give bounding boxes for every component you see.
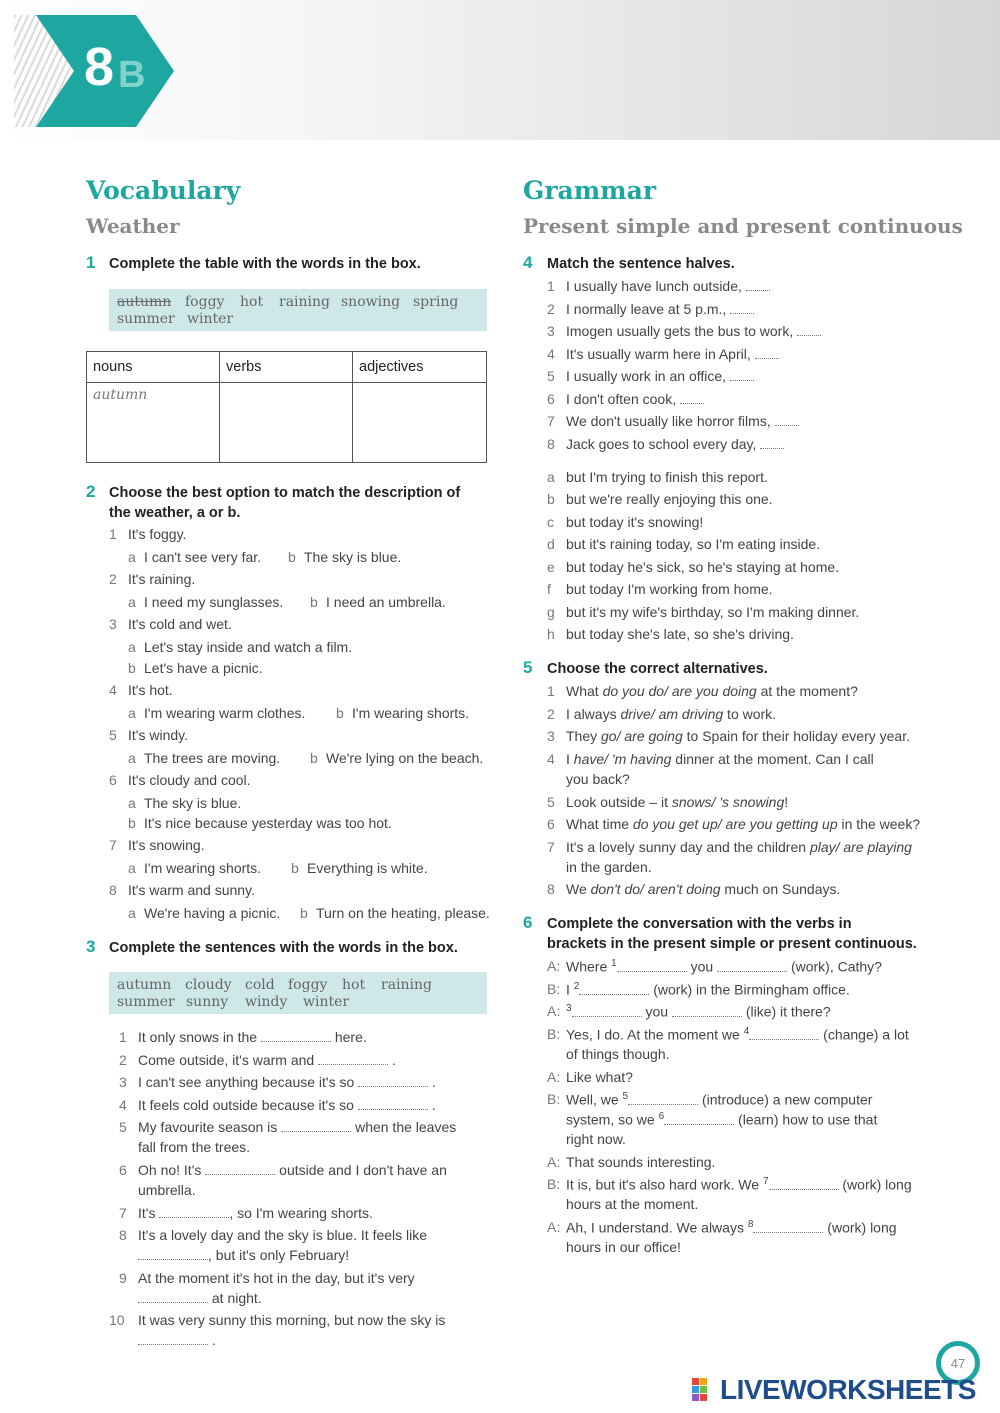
ex3-item-number: 1 <box>119 1029 127 1045</box>
dialogue-text: That sounds interesting. <box>566 1154 716 1170</box>
ex3-blank[interactable] <box>159 1205 229 1218</box>
ex3-text: umbrella. <box>138 1182 196 1198</box>
ex5-alternatives[interactable]: don't do/ aren't doing <box>590 881 721 897</box>
dialogue-line <box>566 1026 909 1043</box>
ex2-option-b[interactable]: I need an umbrella. <box>326 594 446 610</box>
gap-blank[interactable] <box>672 1004 742 1017</box>
ex3-sentence <box>138 1332 216 1348</box>
ex4-number: 4 <box>523 253 533 272</box>
ex4-text: We don't usually like horror films, <box>566 413 771 429</box>
dialogue-text: Where <box>566 958 608 975</box>
ex2-option-b[interactable]: Turn on the heating, please. <box>316 905 490 921</box>
grammar-title: Grammar <box>523 176 656 205</box>
ex5-text: to Spain for their holiday every year. <box>682 728 910 744</box>
ex2-instruction-line2: the weather, a or b. <box>109 505 241 521</box>
ex6-number: 6 <box>523 913 533 932</box>
gap-blank[interactable] <box>749 1027 819 1040</box>
gap-number: 6 <box>658 1111 665 1122</box>
dialogue-text: right now. <box>566 1131 626 1147</box>
ex4-second-half: but it's my wife's birthday, so I'm making dinner. <box>566 604 860 620</box>
ex3-text: . <box>391 1052 396 1068</box>
ex2-item-number: 2 <box>109 571 117 587</box>
dialogue-line <box>566 981 850 998</box>
ex3-blank[interactable] <box>261 1029 331 1042</box>
ex3-blank[interactable] <box>358 1074 428 1087</box>
ex2-option-b[interactable]: We're lying on the beach. <box>326 750 484 766</box>
ex6-instruction-line1: Complete the conversation with the verbs in <box>547 916 852 932</box>
dialogue-text: you <box>690 958 714 975</box>
dialogue-text: (introduce) a new computer <box>702 1091 873 1108</box>
option-b-label: b <box>288 549 296 565</box>
ex2-item-number: 1 <box>109 526 117 542</box>
ex5-sentence <box>566 839 912 855</box>
dialogue-text: It is, but it's also hard work. We <box>566 1176 760 1193</box>
ex2-option-a[interactable]: We're having a picnic. <box>144 905 281 921</box>
ex5-instruction: Choose the correct alternatives. <box>547 661 768 677</box>
ex3-instruction: Complete the sentences with the words in the box. <box>109 940 458 956</box>
ex5-alternatives[interactable]: go/ are going <box>601 728 683 744</box>
option-a-label: a <box>128 705 136 721</box>
ex2-item-number: 6 <box>109 772 117 788</box>
liveworksheets-logo[interactable]: LIVEWORKSHEETS <box>720 1374 976 1405</box>
ex4-letter: e <box>547 559 555 575</box>
word-autumn: autumn <box>117 294 172 310</box>
ex4-first-half <box>566 368 754 384</box>
ex3-item-number: 7 <box>119 1205 127 1221</box>
word-hot: hot <box>240 294 264 310</box>
ex4-second-half: but it's raining today, so I'm eating inside. <box>566 536 821 552</box>
option-b-label: b <box>310 594 318 610</box>
speaker-label: A: <box>547 1069 561 1085</box>
ex3-item-number: 10 <box>109 1312 125 1328</box>
gap-number: 5 <box>622 1091 629 1102</box>
ex2-item-text: It's windy. <box>128 727 188 743</box>
ex4-second-half: but I'm trying to finish this report. <box>566 469 768 485</box>
ex4-second-half: but today it's snowing! <box>566 514 704 530</box>
word-autumn: autumn <box>117 977 172 993</box>
ex4-answer-blank[interactable] <box>760 436 784 449</box>
ex2-option-a[interactable]: Let's stay inside and watch a film. <box>144 639 353 655</box>
dialogue-line <box>566 958 882 975</box>
ex3-item-number: 8 <box>119 1227 127 1243</box>
ex5-text: much on Sundays. <box>720 881 841 897</box>
ex3-sentence <box>138 1074 436 1090</box>
ex4-letter: h <box>547 626 555 642</box>
ex4-first-half <box>566 278 770 294</box>
ex5-alternatives[interactable]: snows/ 's snowing <box>671 794 785 810</box>
word-cold: cold <box>245 977 275 993</box>
gap-number: 7 <box>762 1176 769 1187</box>
ex2-item-number: 3 <box>109 616 117 632</box>
option-b-label: b <box>128 660 136 676</box>
dialogue-text: (work) long <box>827 1219 897 1236</box>
option-a-label: a <box>128 639 136 655</box>
ex2-item-text: It's hot. <box>128 682 173 698</box>
ex3-sentence <box>138 1247 349 1263</box>
dialogue-text: Ah, I understand. We always <box>566 1219 744 1236</box>
ex2-option-b[interactable]: I'm wearing shorts. <box>352 705 470 721</box>
ex4-answer-blank[interactable] <box>680 391 704 404</box>
ex5-text: in the garden. <box>566 859 652 875</box>
unit-number: 8 <box>84 37 114 97</box>
ex4-item-number: 2 <box>547 301 555 317</box>
ex3-item-number: 9 <box>119 1270 127 1286</box>
ex5-sentence <box>566 881 840 897</box>
grammar-subtitle: Present simple and present continuous <box>523 214 963 238</box>
gap-blank[interactable] <box>617 959 687 972</box>
ex4-text: I don't often cook, <box>566 391 677 407</box>
ex5-item-number: 5 <box>547 794 555 810</box>
ex3-item-number: 5 <box>119 1119 127 1135</box>
word-raining: raining <box>381 977 432 993</box>
ex5-alternatives[interactable]: play/ are playing <box>809 839 912 855</box>
ex2-instruction-line1: Choose the best option to match the description of <box>109 485 461 501</box>
ex3-blank[interactable] <box>205 1162 275 1175</box>
gap-blank[interactable] <box>628 1092 698 1105</box>
dialogue-text: Yes, I do. At the moment we <box>566 1026 740 1043</box>
ex4-instruction: Match the sentence halves. <box>547 256 735 272</box>
ex4-text: I usually work in an office, <box>566 368 727 384</box>
ex4-item-number: 3 <box>547 323 555 339</box>
ex3-item-number: 6 <box>119 1162 127 1178</box>
ex5-sentence <box>566 816 920 832</box>
option-b-label: b <box>128 815 136 831</box>
dialogue-line <box>566 1219 897 1236</box>
speaker-label: A: <box>547 1154 561 1170</box>
ex3-sentence <box>138 1097 436 1113</box>
ex5-text: to work. <box>723 706 777 722</box>
ex2-option-a[interactable]: I'm wearing warm clothes. <box>144 705 306 721</box>
ex4-letter: c <box>547 514 554 530</box>
ex4-text: I usually have lunch outside, <box>566 278 742 294</box>
ex5-text: you back? <box>566 771 630 787</box>
col-verbs: verbs <box>220 352 353 383</box>
col-nouns: nouns <box>87 352 220 383</box>
ex3-text: My favourite season is <box>138 1119 278 1135</box>
ex4-first-half <box>566 436 784 452</box>
word-raining: raining <box>279 294 330 310</box>
cell-nouns[interactable] <box>87 383 220 463</box>
gap-blank[interactable] <box>717 959 787 972</box>
ex4-answer-blank[interactable] <box>755 346 779 359</box>
ex3-text: when the leaves <box>355 1119 457 1135</box>
ex5-text: Look outside – it <box>566 794 672 810</box>
ex5-item-number: 2 <box>547 706 555 722</box>
ex2-item-text: It's foggy. <box>128 526 187 542</box>
col-adjectives: adjectives <box>353 352 487 383</box>
word-spring: spring <box>413 294 459 310</box>
ex4-first-half <box>566 323 821 339</box>
cell-adjectives[interactable] <box>353 383 487 463</box>
ex5-item-number: 1 <box>547 683 555 699</box>
ex3-text: here. <box>334 1029 367 1045</box>
ex4-item-number: 8 <box>547 436 555 452</box>
ex2-item-number: 8 <box>109 882 117 898</box>
speaker-label: B: <box>547 981 561 997</box>
ex4-letter: a <box>547 469 555 485</box>
ex4-text: Imogen usually gets the bus to work, <box>566 323 794 339</box>
ex3-text: . <box>432 1074 436 1090</box>
ex4-answer-blank[interactable] <box>746 278 770 291</box>
dialogue-text: (work), Cathy? <box>790 958 882 975</box>
ex4-answer-blank[interactable] <box>730 301 754 314</box>
ex3-sentence <box>138 1205 373 1221</box>
word-foggy: foggy <box>185 294 225 310</box>
ex4-text: Jack goes to school every day, <box>566 436 757 452</box>
ex3-blank[interactable] <box>358 1097 428 1110</box>
ex2-option-a[interactable]: The trees are moving. <box>144 750 281 766</box>
speaker-label: A: <box>547 1003 561 1019</box>
ex3-blank[interactable] <box>281 1119 351 1132</box>
ex2-item-text: It's raining. <box>128 571 196 587</box>
ex4-item-number: 5 <box>547 368 555 384</box>
dialogue-text: (work) in the Birmingham office. <box>653 981 850 998</box>
dialogue-text: Well, we <box>566 1091 619 1108</box>
dialogue-text: Like what? <box>566 1069 633 1085</box>
ex4-answer-blank[interactable] <box>775 413 799 426</box>
dialogue-text: hours at the moment. <box>566 1196 699 1212</box>
ex2-item-number: 4 <box>109 682 117 698</box>
ex3-sentence <box>138 1119 456 1135</box>
ex4-answer-blank[interactable] <box>730 368 754 381</box>
dialogue-text: (change) a lot <box>823 1026 909 1043</box>
ex5-sentence <box>566 728 910 744</box>
ex5-text: I <box>566 751 574 767</box>
ex5-alternatives[interactable]: drive/ am driving <box>620 706 724 722</box>
ex3-blank[interactable] <box>138 1247 208 1260</box>
ex2-option-b[interactable]: It's nice because yesterday was too hot. <box>144 815 392 831</box>
option-b-label: b <box>300 905 308 921</box>
ex2-option-a[interactable]: I'm wearing shorts. <box>144 860 262 876</box>
gap-blank[interactable] <box>753 1220 823 1233</box>
ex4-text: I normally leave at 5 p.m., <box>566 301 727 317</box>
ex3-text: It's a lovely day and the sky is blue. It feels like <box>138 1227 428 1243</box>
vocabulary-table <box>86 351 487 463</box>
word-hot: hot <box>342 977 366 993</box>
ex4-letter: f <box>547 581 551 597</box>
ex2-option-b[interactable]: The sky is blue. <box>304 549 402 565</box>
option-a-label: a <box>128 905 136 921</box>
ex3-item-number: 2 <box>119 1052 127 1068</box>
word-foggy: foggy <box>288 977 328 993</box>
ex3-text: fall from the trees. <box>138 1139 251 1155</box>
ex4-second-half: but we're really enjoying this one. <box>566 491 773 507</box>
ex4-second-half: but today I'm working from home. <box>566 581 773 597</box>
ex3-text: . <box>431 1097 436 1113</box>
dialogue-text: (learn) how to use that <box>738 1111 878 1128</box>
option-a-label: a <box>128 594 136 610</box>
ex5-item-number: 6 <box>547 816 555 832</box>
ex5-text: at the moment? <box>756 683 858 699</box>
gap-number: 8 <box>747 1219 754 1230</box>
ex3-text: It was very sunny this morning, but now the sky is <box>138 1312 446 1328</box>
ex3-number: 3 <box>86 937 96 956</box>
dialogue-text: system, so we <box>566 1111 655 1128</box>
ex3-text: at night. <box>211 1290 262 1306</box>
ex5-alternatives[interactable]: do you get up/ are you getting up <box>632 816 838 832</box>
ex3-sentence <box>138 1290 262 1306</box>
dialogue-text: of things though. <box>566 1046 670 1062</box>
word-snowing: snowing <box>341 294 401 310</box>
gap-number: 2 <box>573 981 580 992</box>
vocabulary-title: Vocabulary <box>86 176 241 205</box>
gap-number: 3 <box>566 1003 572 1014</box>
ex3-text: It feels cold outside because it's so <box>138 1097 354 1113</box>
ex3-text: It only snows in the <box>138 1029 258 1045</box>
ex4-item-number: 6 <box>547 391 555 407</box>
vocabulary-subtitle: Weather <box>86 214 180 238</box>
ex4-letter: b <box>547 491 555 507</box>
ex2-option-b[interactable]: Everything is white. <box>307 860 428 876</box>
dialogue-line <box>566 1091 872 1108</box>
ex3-text: It's <box>138 1205 156 1221</box>
speaker-label: B: <box>547 1176 561 1192</box>
ex5-item-number: 3 <box>547 728 555 744</box>
ex3-text: Oh no! It's <box>138 1162 202 1178</box>
ex5-text: We <box>566 881 591 897</box>
ex5-sentence <box>566 794 788 810</box>
ex5-text: I always <box>566 706 621 722</box>
gap-number: 1 <box>611 958 617 969</box>
ex5-sentence <box>566 683 858 699</box>
ex4-first-half <box>566 346 779 362</box>
ex3-text: I can't see anything because it's so <box>138 1074 355 1090</box>
ex4-item-number: 4 <box>547 346 555 362</box>
ex4-item-number: 1 <box>547 278 555 294</box>
ex5-number: 5 <box>523 658 533 677</box>
ex4-second-half: but today he's sick, so he's staying at home. <box>566 559 840 575</box>
option-a-label: a <box>128 860 136 876</box>
ex3-item-number: 4 <box>119 1097 127 1113</box>
ex3-sentence <box>138 1162 447 1178</box>
option-a-label: a <box>128 750 136 766</box>
ex2-item-text: It's cloudy and cool. <box>128 772 251 788</box>
word-winter: winter <box>187 311 234 327</box>
cell-verbs[interactable] <box>220 383 353 463</box>
ex5-sentence <box>566 751 874 767</box>
gap-blank[interactable] <box>769 1177 839 1190</box>
gap-number: 4 <box>743 1026 750 1037</box>
ex5-alternatives[interactable]: do you do/ are you doing <box>602 683 757 699</box>
word-cloudy: cloudy <box>185 977 232 993</box>
ex4-first-half <box>566 413 799 429</box>
dialogue-line <box>566 1176 912 1193</box>
ex2-number: 2 <box>86 482 96 501</box>
speaker-label: A: <box>547 958 561 974</box>
ex2-item-number: 7 <box>109 837 117 853</box>
ex5-item-number: 8 <box>547 881 555 897</box>
word-summer: summer <box>117 994 175 1010</box>
speaker-label: B: <box>547 1026 561 1042</box>
ex1-instruction: Complete the table with the words in the box. <box>109 256 421 272</box>
ex5-text: It's a lovely sunny day and the children <box>566 839 810 855</box>
dialogue-text: (like) it there? <box>745 1003 831 1020</box>
ex2-item-text: It's warm and sunny. <box>128 882 255 898</box>
ex4-text: It's usually warm here in April, <box>566 346 751 362</box>
ex3-text: At the moment it's hot in the day, but it's very <box>138 1270 415 1286</box>
option-a-label: a <box>128 795 136 811</box>
ex5-text: What <box>566 683 603 699</box>
ex3-text: , but it's only February! <box>208 1247 350 1263</box>
ex2-option-a[interactable]: I need my sunglasses. <box>144 594 284 610</box>
ex3-sentence <box>138 1029 367 1045</box>
unit-letter: B <box>118 54 146 96</box>
dialogue-text: hours in our office! <box>566 1239 681 1255</box>
ex3-blank[interactable] <box>318 1052 388 1065</box>
ex5-text: What time <box>566 816 633 832</box>
dialogue-line <box>566 1111 877 1128</box>
word-winter: winter <box>303 994 350 1010</box>
gap-blank[interactable] <box>664 1112 734 1125</box>
ex4-answer-blank[interactable] <box>797 323 821 336</box>
ex2-option-a[interactable]: The sky is blue. <box>144 795 242 811</box>
ex4-second-half: but today she's late, so she's driving. <box>566 626 794 642</box>
dialogue-text: I <box>566 981 570 998</box>
dialogue-text: you <box>645 1003 669 1020</box>
ex2-option-a[interactable]: I can't see very far. <box>144 549 262 565</box>
ex5-item-number: 4 <box>547 751 555 767</box>
ex5-text: ! <box>784 794 789 810</box>
ex5-item-number: 7 <box>547 839 555 855</box>
ex4-first-half <box>566 301 754 317</box>
ex3-text: Come outside, it's warm and <box>138 1052 315 1068</box>
ex4-item-number: 7 <box>547 413 555 429</box>
dialogue-text: (work) long <box>842 1176 912 1193</box>
dialogue-line <box>566 1003 831 1020</box>
ex1-number: 1 <box>86 253 96 272</box>
word-summer: summer <box>117 311 175 327</box>
ex4-letter: d <box>547 536 555 552</box>
ex2-option-b[interactable]: Let's have a picnic. <box>144 660 263 676</box>
ex2-item-text: It's snowing. <box>128 837 205 853</box>
ex3-blank[interactable] <box>138 1332 208 1345</box>
example-answer: autumn <box>93 387 148 403</box>
ex6-instruction-line2: brackets in the present simple or present continuous. <box>547 936 917 952</box>
option-a-label: a <box>128 549 136 565</box>
option-b-label: b <box>336 705 344 721</box>
word-windy: windy <box>245 994 288 1010</box>
ex3-text: , so I'm wearing shorts. <box>229 1205 373 1221</box>
ex4-first-half <box>566 391 704 407</box>
ex2-item-text: It's cold and wet. <box>128 616 232 632</box>
ex3-text: outside and I don't have an <box>279 1162 447 1178</box>
ex5-alternatives[interactable]: have/ 'm having <box>573 751 672 767</box>
ex3-blank[interactable] <box>138 1290 208 1303</box>
speaker-label: A: <box>547 1219 561 1235</box>
ex4-letter: g <box>547 604 555 620</box>
gap-blank[interactable] <box>579 982 649 995</box>
ex5-text: dinner at the moment. Can I call <box>671 751 874 767</box>
ex5-text: in the week? <box>837 816 921 832</box>
ex3-sentence <box>138 1052 396 1068</box>
ex3-item-number: 3 <box>119 1074 127 1090</box>
ex5-text: They <box>566 728 602 744</box>
liveworksheets-logo-icon <box>692 1378 716 1402</box>
speaker-label: B: <box>547 1091 561 1107</box>
ex3-text: . <box>211 1332 216 1348</box>
option-b-label: b <box>310 750 318 766</box>
word-sunny: sunny <box>186 994 229 1010</box>
ex5-sentence <box>566 706 776 722</box>
option-b-label: b <box>291 860 299 876</box>
ex2-item-number: 5 <box>109 727 117 743</box>
gap-blank[interactable] <box>572 1004 642 1017</box>
page-number: 47 <box>950 1356 966 1371</box>
